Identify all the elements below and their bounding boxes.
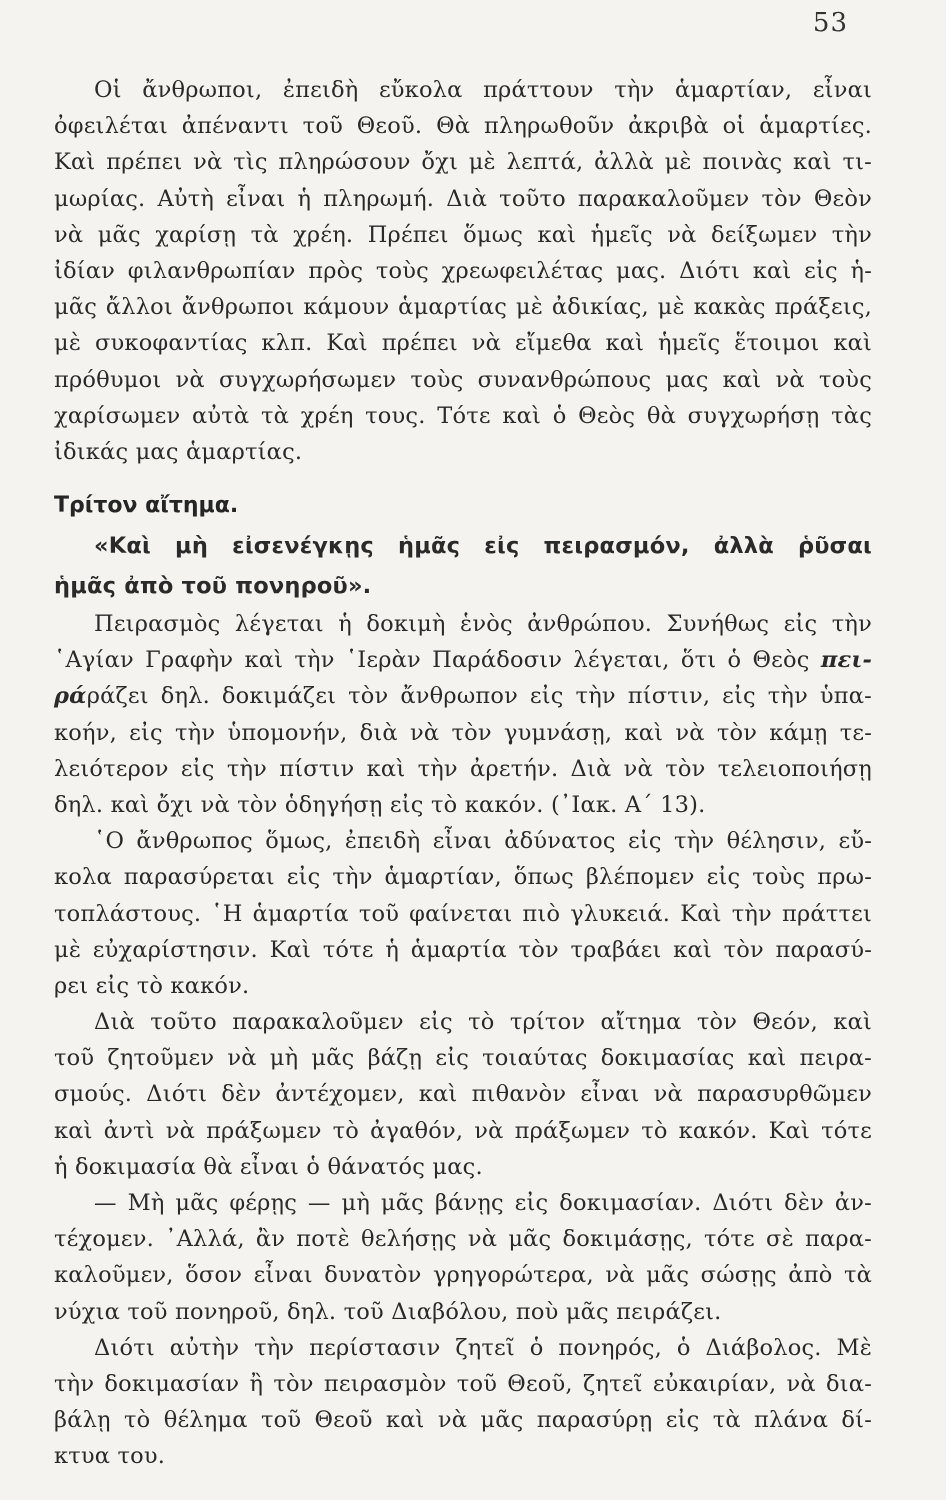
page-number: 53 (812, 8, 848, 38)
text-line: λειότερον εἰς τὴν πίστιν καὶ τὴν ἀρετήν. Διὰ νὰ τὸν τελειοποιήσῃ (54, 755, 872, 782)
paragraph-devil (54, 1330, 872, 1475)
text-line: καλοῦμεν, ὅσον εἶναι δυνατὸν γρηγορώτερα, νὰ μᾶς σώσῃς ἀπὸ τὰ (54, 1262, 872, 1289)
text-line: — Μὴ μᾶς φέρῃς — μὴ μᾶς βάνῃς εἰς δοκιμασίαν. Διότι δὲν ἀν- (94, 1190, 872, 1216)
text-line: τὴν δοκιμασίαν ἢ τὸν πειρασμὸν τοῦ Θεοῦ, ζητεῖ εὐκαιρίαν, νὰ δια- (54, 1370, 872, 1397)
text-line: σμούς. Διότι δὲν ἀντέχομεν, καὶ πιθανὸν εἶναι νὰ παρασυρθῶμεν (54, 1081, 872, 1108)
text-line: κολα παρασύρεται εἰς τὴν ἁμαρτίαν, ὅπως βλέπομεν εἰς τοὺς πρω- (54, 864, 872, 891)
text-line: νύχια τοῦ πονηροῦ, δηλ. τοῦ Διαβόλου, ποὺ μᾶς πειράζει. (54, 1298, 722, 1325)
scripture-quote: «Καὶ μὴ εἰσενέγκῃς ἡμᾶς εἰς πειρασμόν, ἀλλὰ ῥῦσαι (94, 533, 872, 559)
text-line: ὀφειλέται ἀπέναντι τοῦ Θεοῦ. Θὰ πληρωθοῦν ἀκριβὰ οἱ ἁμαρτίες. (54, 113, 872, 140)
text-line: πρόθυμοι νὰ συγχωρήσωμεν τοὺς συνανθρώπους μας καὶ νὰ τοὺς (54, 366, 872, 393)
text-line: Καὶ πρέπει νὰ τὶς πληρώσουν ὄχι μὲ λεπτά, ἀλλὰ μὲ ποινὰς καὶ τι- (54, 149, 872, 176)
text-line: μὲ εὐχαρίστησιν. Καὶ τότε ἡ ἁμαρτία τὸν τραβάει καὶ τὸν παρασύ- (54, 936, 872, 963)
text-line: ρει εἰς τὸ κακόν. (54, 972, 250, 999)
text-line: νὰ μᾶς χαρίσῃ τὰ χρέη. Πρέπει ὅμως καὶ ἡμεῖς νὰ δείξωμεν τὴν (54, 221, 872, 248)
text-line: μὲ συκοφαντίας κλπ. Καὶ πρέπει νὰ εἴμεθα καὶ ἡμεῖς ἕτοιμοι καὶ (54, 330, 872, 357)
text-line: καὶ ἀντὶ νὰ πράξωμεν τὸ ἀγαθόν, νὰ πράξωμεν τὸ κακόν. Καὶ τότε (54, 1117, 872, 1144)
section-third-petition (54, 486, 872, 1475)
scripture-quote: ἡμᾶς ἀπὸ τοῦ πονηροῦ». (54, 573, 372, 599)
text-line: δηλ. καὶ ὄχι νὰ τὸν ὁδηγήσῃ εἰς τὸ κακόν. (᾿Ιακ. Α΄ 13). (54, 791, 706, 818)
paragraph-weakness (54, 823, 872, 1004)
section-heading: Τρίτον αἴτημα. (54, 493, 239, 518)
text-line: χαρίσωμεν αὐτὰ τὰ χρέη τους. Τότε καὶ ὁ Θεὸς θὰ συγχωρήσῃ τὰς (54, 402, 872, 429)
paragraph-temptation (54, 606, 872, 823)
paragraph-debts (54, 72, 872, 470)
emphasized-word: πει- (820, 647, 872, 674)
text-line: ἡ δοκιμασία θὰ εἶναι ὁ θάνατός μας. (54, 1153, 483, 1180)
text-line: τέχομεν. ᾿Αλλά, ἂν ποτὲ θελήσῃς νὰ μᾶς δοκιμάσῃς, τότε σὲ παρα- (54, 1226, 872, 1253)
text-line: τοπλάστους. ῾Η ἁμαρτία τοῦ φαίνεται πιὸ γλυκειά. Καὶ τὴν πράττει (54, 900, 872, 927)
paragraph-prayer (54, 1004, 872, 1185)
text-line: ῾Αγίαν Γραφὴν καὶ τὴν ῾Ιερὰν Παράδοσιν λέγεται, ὅτι ὁ Θεὸς πει- (54, 647, 872, 674)
text-line: Πειρασμὸς λέγεται ἡ δοκιμὴ ἑνὸς ἀνθρώπου. Συνήθως εἰς τὴν (94, 611, 872, 637)
paragraph-deliver (54, 1185, 872, 1330)
text-line: ράράζει δηλ. δοκιμάζει τὸν ἄνθρωπον εἰς τὴν πίστιν, εἰς τὴν ὑπα- (54, 683, 872, 710)
text-line: κοήν, εἰς τὴν ὑπομονήν, διὰ νὰ τὸν γυμνάσῃ, καὶ νὰ τὸν κάμῃ τε- (54, 719, 872, 746)
text-line: Διότι αὐτὴν τὴν περίστασιν ζητεῖ ὁ πονηρός, ὁ Διάβολος. Μὲ (94, 1334, 872, 1361)
text-line: βάλῃ τὸ θέλημα τοῦ Θεοῦ καὶ νὰ μᾶς παρασύρῃ εἰς τὰ πλάνα δί- (54, 1407, 872, 1434)
text-line: ἰδικάς μας ἁμαρτίας. (54, 438, 303, 465)
emphasized-word: ρά (54, 683, 87, 710)
text-line: μωρίας. Αὐτὴ εἶναι ἡ πληρωμή. Διὰ τοῦτο παρακαλοῦμεν τὸν Θεὸν (54, 185, 872, 212)
text-line: μᾶς ἄλλοι ἄνθρωποι κάμουν ἁμαρτίας μὲ ἀδικίας, μὲ κακὰς πράξεις, (54, 294, 872, 321)
text-line: Οἱ ἄνθρωποι, ἐπειδὴ εὔκολα πράττουν τὴν ἁμαρτίαν, εἶναι (94, 77, 872, 103)
text-line: ἰδίαν φιλανθρωπίαν πρὸς τοὺς χρεωφειλέτας μας. Διότι καὶ εἰς ἡ- (54, 257, 872, 284)
text-line: τοῦ ζητοῦμεν νὰ μὴ μᾶς βάζῃ εἰς τοιαύτας δοκιμασίας καὶ πειρα- (54, 1045, 872, 1072)
text-line: Διὰ τοῦτο παρακαλοῦμεν εἰς τὸ τρίτον αἴτημα τὸν Θεόν, καὶ (94, 1009, 872, 1036)
text-line: κτυα του. (54, 1443, 166, 1470)
text-line: ῾Ο ἄνθρωπος ὅμως, ἐπειδὴ εἶναι ἀδύνατος εἰς τὴν θέλησιν, εὔ- (94, 828, 872, 855)
